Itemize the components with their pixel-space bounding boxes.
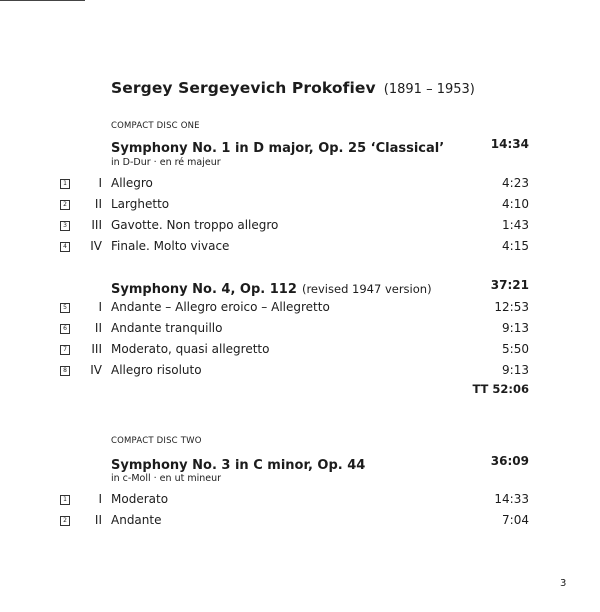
track-number-box: 3 [60,221,70,231]
track-number-box: 1 [60,495,70,505]
movement-numeral: II [94,197,102,211]
track-number-box: 1 [60,179,70,189]
work-title: Symphony No. 4, Op. 112 [111,282,297,297]
track-title: Andante – Allegro eroico – Allegretto [111,300,330,314]
track-row [60,492,529,508]
track-time: 4:15 [502,239,529,253]
work-symphony-3 [111,454,529,472]
track-time: 5:50 [502,342,529,356]
track-time: 7:04 [502,513,529,527]
disc-one-label: COMPACT DISC ONE [111,121,200,131]
movement-numeral: I [98,492,102,506]
track-title: Moderato [111,492,169,506]
track-number-box: 2 [60,516,70,526]
track-number-box: 5 [60,303,70,313]
work-duration: 37:21 [490,278,529,292]
track-row [60,321,529,337]
track-title: Andante [111,513,162,527]
track-number-box: 8 [60,366,70,376]
movement-numeral: IV [90,239,102,253]
movement-numeral: III [91,218,102,232]
track-number-box: 2 [60,200,70,210]
track-time: 12:53 [494,300,529,314]
track-row [60,218,529,234]
disc-total-time: TT 52:06 [472,382,529,396]
track-row [60,513,529,529]
composer-name: Sergey Sergeyevich Prokofiev [111,79,376,97]
movement-numeral: III [91,342,102,356]
composer-dates: (1891 – 1953) [383,82,475,97]
track-time: 9:13 [502,363,529,377]
track-time: 9:13 [502,321,529,335]
movement-numeral: II [94,321,102,335]
track-time: 4:10 [502,197,529,211]
track-row [60,342,529,358]
track-title: Finale. Molto vivace [111,239,230,253]
track-row [60,300,529,316]
page-number: 3 [560,578,567,589]
movement-numeral: IV [90,363,102,377]
track-row [60,239,529,255]
track-number-box: 4 [60,242,70,252]
movement-numeral: II [94,513,102,527]
track-time: 4:23 [502,176,529,190]
track-number-box: 7 [60,345,70,355]
work-title: Symphony No. 1 in D major, Op. 25 ‘Classical’ [111,141,445,156]
track-row [60,197,529,213]
work-symphony-4 [111,278,529,296]
track-row [60,176,529,192]
disc-two-label: COMPACT DISC TWO [111,436,202,446]
track-title: Allegro [111,176,153,190]
movement-numeral: I [98,300,102,314]
movement-numeral: I [98,176,102,190]
top-rule [0,0,85,1]
work-title: Symphony No. 3 in C minor, Op. 44 [111,458,366,473]
work-duration: 36:09 [490,454,529,468]
work-revision: (revised 1947 version) [301,282,432,296]
work-subtitle: in c-Moll · en ut mineur [111,473,222,484]
track-title: Larghetto [111,197,170,211]
work-subtitle: in D-Dur · en ré majeur [111,157,221,168]
track-time: 1:43 [502,218,529,232]
work-symphony-1 [111,137,529,155]
track-title: Andante tranquillo [111,321,223,335]
composer-heading [111,78,475,97]
work-duration: 14:34 [490,137,529,151]
track-number-box: 6 [60,324,70,334]
track-title: Moderato, quasi allegretto [111,342,270,356]
track-title: Allegro risoluto [111,363,202,377]
track-row [60,363,529,379]
track-time: 14:33 [494,492,529,506]
track-title: Gavotte. Non troppo allegro [111,218,279,232]
